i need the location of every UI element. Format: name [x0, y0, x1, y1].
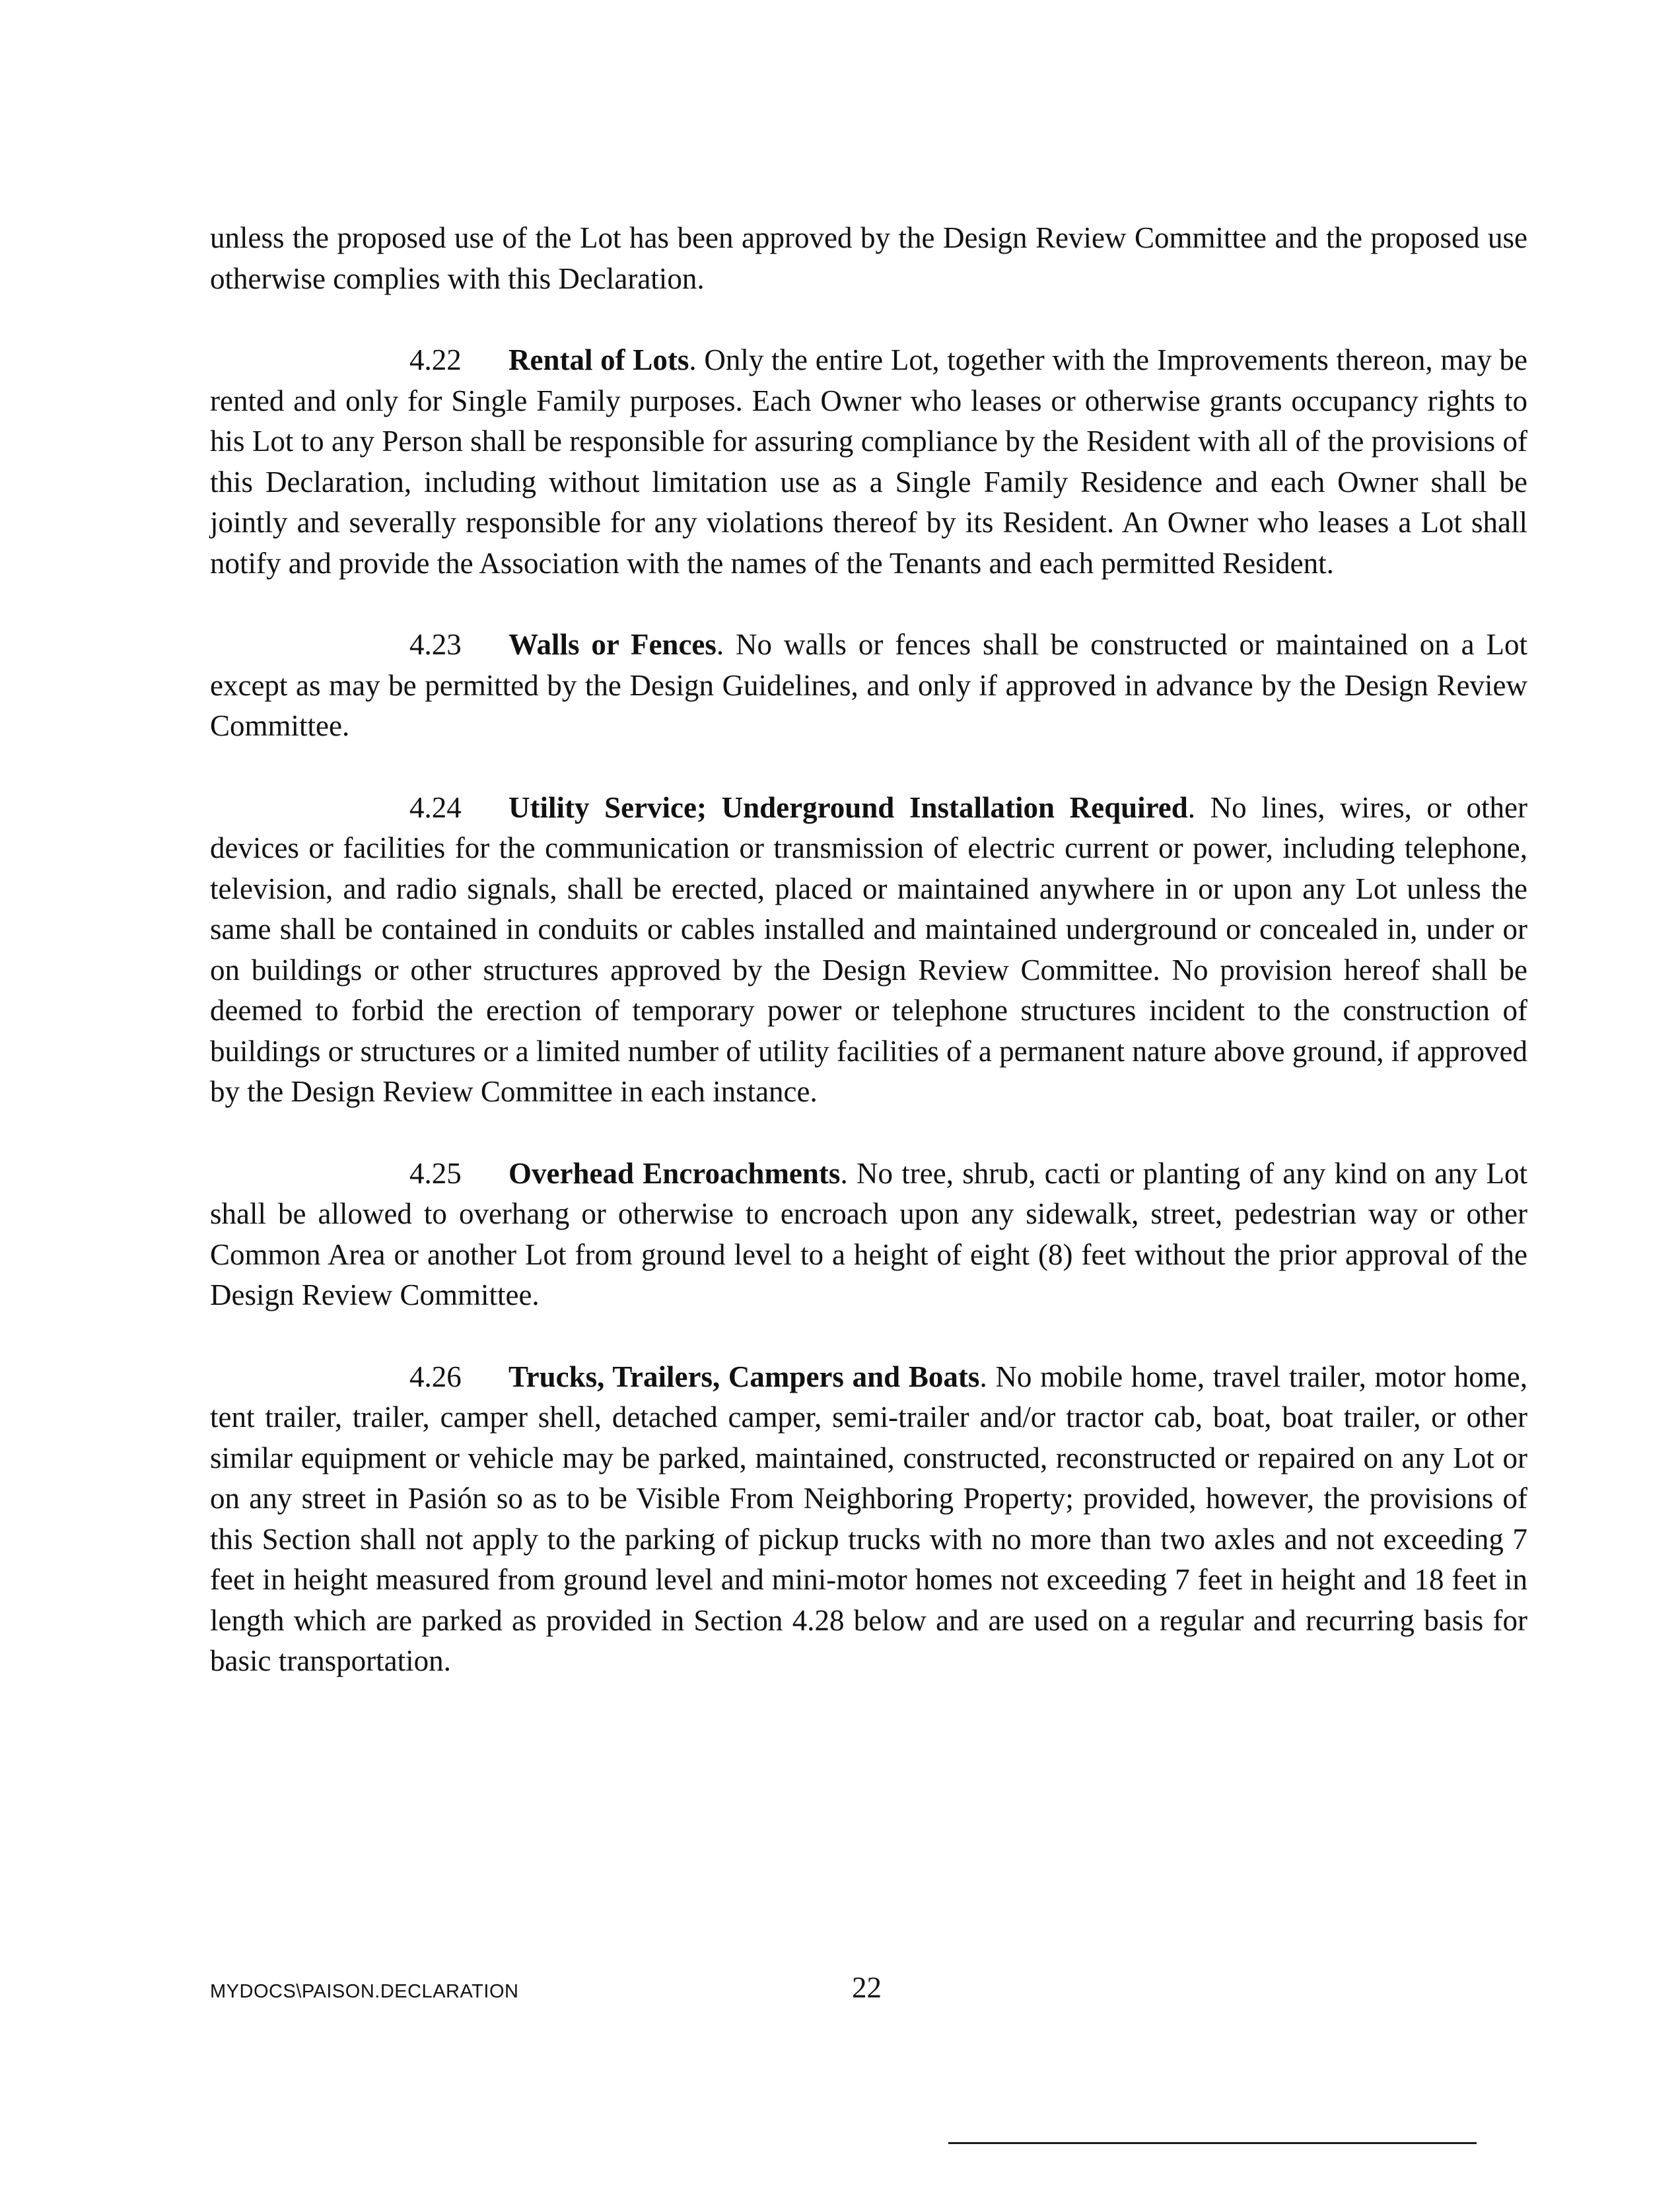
section-4-26	[210, 1357, 1527, 1682]
section-number: 4.25	[409, 1156, 462, 1190]
document-body	[210, 218, 1527, 1723]
section-number: 4.24	[409, 790, 462, 824]
footer-document-path: MYDOCS\PAISON.DECLARATION	[210, 1981, 519, 2002]
section-number: 4.26	[409, 1360, 462, 1393]
section-4-22	[210, 340, 1527, 584]
section-heading: Overhead Encroachments	[508, 1156, 841, 1190]
section-heading: Trucks, Trailers, Campers and Boats	[508, 1360, 980, 1393]
section-heading: Utility Service; Underground Installation Required	[508, 790, 1188, 824]
section-number: 4.22	[409, 343, 462, 376]
section-text: . No mobile home, travel trailer, motor home, tent trailer, trailer, camper shell, detached camper, semi-trailer and/or tractor cab, boat, boat trailer, or other similar equipment or vehicle may be parked, maintained, constructed, reconstructed or repaired on any Lot or on any street in Pasión so as to be Visible From Neighboring Property; provided, however, the provisions of this Section shall not apply to the parking of pickup trucks with no more than two axles and not exceeding 7 feet in height measured from ground level and mini-motor homes not exceeding 7 feet in height and 18 feet in length which are parked as provided in Section 4.28 below and are used on a regular and recurring basis for basic transportation.	[210, 1360, 1527, 1677]
section-text: . No lines, wires, or other devices or facilities for the communication or transmission of electric current or power, including telephone, television, and radio signals, shall be erected, placed or maintained anywhere in or upon any Lot unless the same shall be contained in conduits or cables installed and maintained underground or concealed in, under or on buildings or other structures approved by the Design Review Committee. No provision hereof shall be deemed to forbid the erection of temporary power or telephone structures incident to the construction of buildings or structures or a limited number of utility facilities of a permanent nature above ground, if approved by the Design Review Committee in each instance.	[210, 790, 1527, 1108]
section-heading: Walls or Fences	[508, 628, 717, 661]
section-4-25	[210, 1154, 1527, 1316]
section-text: . No walls or fences shall be constructed or maintained on a Lot except as may be permitted by the Design Guidelines, and only if approved in advance by the Design Review Committee.	[210, 628, 1527, 742]
section-4-24	[210, 788, 1527, 1113]
section-text: . Only the entire Lot, together with the Improvements thereon, may be rented and only for Single Family purposes. Each Owner who leases or otherwise grants occupancy rights to his Lot to any Person shall be responsible for assuring compliance by the Resident with all of the provisions of this Declaration, including without limitation use as a Single Family Residence and each Owner shall be jointly and severally responsible for any violations thereof by its Resident. An Owner who leases a Lot shall notify and provide the Association with the names of the Tenants and each permitted Resident.	[210, 343, 1527, 580]
intro-paragraph: unless the proposed use of the Lot has been approved by the Design Review Committee and the proposed use otherwise complies with this Declaration.	[210, 221, 1527, 295]
section-4-23	[210, 625, 1527, 747]
footer-rule	[948, 2142, 1477, 2144]
section-text: . No tree, shrub, cacti or planting of any kind on any Lot shall be allowed to overhang or otherwise to encroach upon any sidewalk, street, pedestrian way or other Common Area or another Lot from ground level to a height of eight (8) feet without the prior approval of the Design Review Committee.	[210, 1156, 1527, 1311]
section-number: 4.23	[409, 628, 462, 661]
section-heading: Rental of Lots	[508, 343, 689, 376]
page-number: 22	[852, 1971, 882, 2004]
